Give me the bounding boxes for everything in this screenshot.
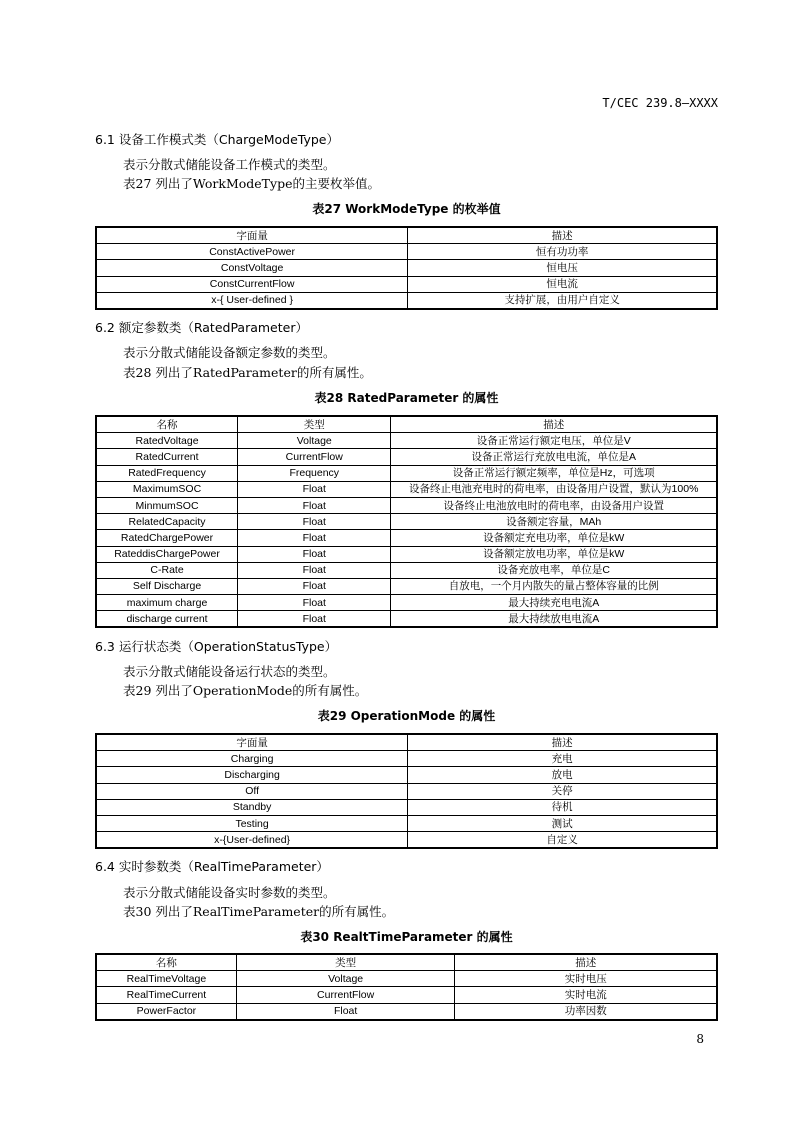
table-cell: Voltage — [236, 971, 455, 987]
table-cell: 实时电压 — [455, 971, 717, 987]
paragraph: 表30 列出了RealTimeParameter的所有属性。 — [123, 904, 395, 919]
table-cell: RatedFrequency — [96, 465, 238, 481]
table-caption: 表28 RatedParameter 的属性 — [314, 391, 499, 405]
table-cell: Discharging — [96, 767, 408, 783]
table-cell: RelatedCapacity — [96, 514, 238, 530]
paragraph: 表示分散式储能设备运行状态的类型。 — [123, 664, 336, 679]
table-header-row — [96, 734, 717, 751]
table-row — [96, 1003, 717, 1020]
table-cell: RealTimeCurrent — [96, 987, 236, 1003]
table-cell: 实时电流 — [455, 987, 717, 1003]
table-row — [96, 481, 717, 497]
table-cell: Float — [238, 595, 391, 611]
table-cell: x-{ User-defined } — [96, 292, 408, 309]
table-cell: 自定义 — [408, 832, 717, 849]
column-header: 描述 — [455, 954, 717, 971]
paragraph: 表示分散式储能设备实时参数的类型。 — [123, 885, 336, 900]
table-cell: Float — [238, 530, 391, 546]
table-cell: MinmumSOC — [96, 497, 238, 513]
column-header: 名称 — [96, 416, 238, 433]
table-cell: ConstActivePower — [96, 244, 408, 260]
table-cell: Float — [238, 562, 391, 578]
table-cell: 待机 — [408, 799, 717, 815]
table-row — [96, 276, 717, 292]
paragraph: 表29 列出了OperationMode的所有属性。 — [123, 683, 368, 698]
table-cell: 设备额定放电功率，单位是kW — [391, 546, 717, 562]
table-row — [96, 783, 717, 799]
table-caption: 表30 RealtTimeParameter 的属性 — [300, 930, 513, 944]
table-cell: 测试 — [408, 815, 717, 831]
table-cell: Float — [238, 514, 391, 530]
column-header: 字面量 — [96, 227, 408, 244]
table-cell: Off — [96, 783, 408, 799]
table-cell: RateddisChargePower — [96, 546, 238, 562]
table-cell: Testing — [96, 815, 408, 831]
table-row — [96, 465, 717, 481]
table-cell: Float — [238, 481, 391, 497]
table-cell: 设备终止电池充电时的荷电率，由设备用户设置，默认为100% — [391, 481, 717, 497]
table-cell: maximum charge — [96, 595, 238, 611]
table-row — [96, 987, 717, 1003]
page-number: 8 — [696, 1032, 704, 1046]
table-cell: RatedCurrent — [96, 449, 238, 465]
table-cell: 恒电压 — [408, 260, 717, 276]
table-cell: 设备正常运行额定频率，单位是Hz，可选项 — [391, 465, 717, 481]
column-header: 描述 — [408, 227, 717, 244]
table-cell: Float — [238, 578, 391, 594]
table-row — [96, 751, 717, 767]
table-cell: 恒电流 — [408, 276, 717, 292]
table-cell: Float — [238, 546, 391, 562]
table-cell: 支持扩展，由用户自定义 — [408, 292, 717, 309]
paragraph: 表示分散式储能设备额定参数的类型。 — [123, 345, 336, 360]
table-row — [96, 799, 717, 815]
table-cell: 最大持续充电电流A — [391, 595, 717, 611]
table-caption: 表27 WorkModeType 的枚举值 — [312, 202, 501, 216]
table-cell: Frequency — [238, 465, 391, 481]
column-header: 描述 — [391, 416, 717, 433]
table-row — [96, 530, 717, 546]
column-header: 字面量 — [96, 734, 408, 751]
table-row — [96, 562, 717, 578]
table-row — [96, 971, 717, 987]
table-cell: 自放电，一个月内散失的量占整体容量的比例 — [391, 578, 717, 594]
table-row — [96, 611, 717, 628]
section-heading: 6.2 额定参数类（RatedParameter） — [95, 320, 308, 335]
table-cell: CurrentFlow — [236, 987, 455, 1003]
table-row — [96, 433, 717, 449]
section-heading: 6.1 设备工作模式类（ChargeModeType） — [95, 132, 339, 147]
table-cell: 设备终止电池放电时的荷电率，由设备用户设置 — [391, 497, 717, 513]
table-header-row — [96, 954, 717, 971]
table-cell: 设备额定充电功率，单位是kW — [391, 530, 717, 546]
table-cell: Float — [238, 611, 391, 628]
column-header: 描述 — [408, 734, 717, 751]
table-cell: x-{User-defined} — [96, 832, 408, 849]
table-cell: ConstCurrentFlow — [96, 276, 408, 292]
table-caption: 表29 OperationMode 的属性 — [317, 709, 496, 723]
document-header: T/CEC 239.8—XXXX — [602, 96, 718, 110]
paragraph: 表28 列出了RatedParameter的所有属性。 — [123, 365, 372, 380]
table-cell: RatedVoltage — [96, 433, 238, 449]
table-row — [96, 514, 717, 530]
column-header: 名称 — [96, 954, 236, 971]
table-cell: 关停 — [408, 783, 717, 799]
paragraph: 表27 列出了WorkModeType的主要枚举值。 — [123, 176, 380, 191]
table-header-row — [96, 416, 717, 433]
table-cell: ConstVoltage — [96, 260, 408, 276]
table-cell: 设备正常运行充放电电流，单位是A — [391, 449, 717, 465]
table-cell: Self Discharge — [96, 578, 238, 594]
table-cell: RealTimeVoltage — [96, 971, 236, 987]
table-cell: 最大持续放电电流A — [391, 611, 717, 628]
paragraph: 表示分散式储能设备工作模式的类型。 — [123, 157, 336, 172]
table-row — [96, 449, 717, 465]
table-row — [96, 260, 717, 276]
section-heading: 6.3 运行状态类（OperationStatusType） — [95, 639, 338, 654]
table-cell: 放电 — [408, 767, 717, 783]
table-cell: 设备充放电率，单位是C — [391, 562, 717, 578]
table-row — [96, 767, 717, 783]
table-cell: 设备额定容量，MAh — [391, 514, 717, 530]
table-cell: MaximumSOC — [96, 481, 238, 497]
table-header-row — [96, 227, 717, 244]
data-table — [95, 733, 718, 849]
table-cell: Float — [236, 1003, 455, 1020]
table-cell: 设备正常运行额定电压，单位是V — [391, 433, 717, 449]
column-header: 类型 — [236, 954, 455, 971]
data-table — [95, 953, 718, 1021]
table-row — [96, 497, 717, 513]
column-header: 类型 — [238, 416, 391, 433]
data-table — [95, 415, 718, 628]
table-cell: PowerFactor — [96, 1003, 236, 1020]
table-cell: Standby — [96, 799, 408, 815]
table-cell: 恒有功功率 — [408, 244, 717, 260]
table-cell: 功率因数 — [455, 1003, 717, 1020]
table-cell: C-Rate — [96, 562, 238, 578]
table-cell: CurrentFlow — [238, 449, 391, 465]
table-cell: Voltage — [238, 433, 391, 449]
table-row — [96, 595, 717, 611]
table-row — [96, 578, 717, 594]
section-heading: 6.4 实时参数类（RealTimeParameter） — [95, 859, 329, 874]
table-row — [96, 815, 717, 831]
table-cell: RatedChargePower — [96, 530, 238, 546]
table-cell: Float — [238, 497, 391, 513]
table-cell: discharge current — [96, 611, 238, 628]
table-cell: Charging — [96, 751, 408, 767]
table-row — [96, 244, 717, 260]
table-row — [96, 292, 717, 309]
data-table — [95, 226, 718, 310]
table-row — [96, 832, 717, 849]
table-cell: 充电 — [408, 751, 717, 767]
table-row — [96, 546, 717, 562]
